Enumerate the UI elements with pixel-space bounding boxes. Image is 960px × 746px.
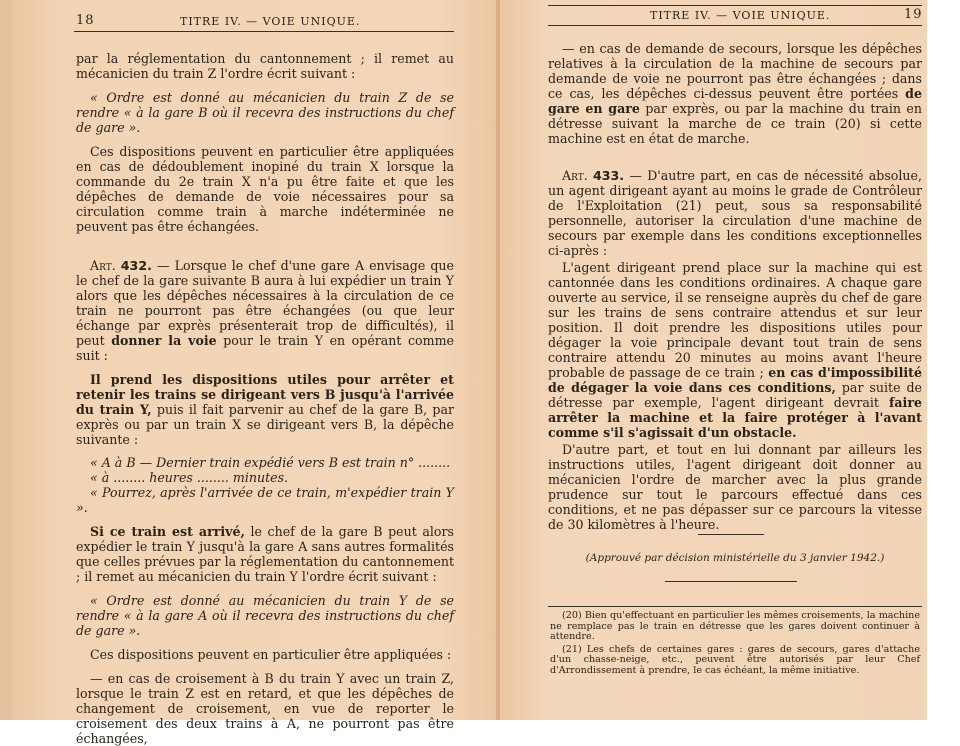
paragraph [548,260,922,440]
article-432 [76,258,454,363]
paragraph-text: par exprès, ou par la machine du train en détresse suivant la marche de ce train (20) si cette machine est en état de marche. [548,101,922,146]
left-page-body [76,51,454,746]
paragraph: par la réglementation du cantonnement ; il remet au mécanicien du train Z l'ordre écrit suivant : [76,51,454,81]
header-rule [74,31,454,32]
paragraph: Ces dispositions peuvent en particulier être appliquées : [90,647,452,662]
article-text: — Lorsque le chef d'une gare A envisage que le chef de la gare suivante B aura à lui expédier un train Y alors que les dépêches nécessaires à la circulation de ce train ne pourront pas être échangées (ou que leur échange par exprès présenterait trop de difficultés), il peut [76,258,454,348]
paragraph [76,524,454,584]
emphasis-text: faire arrêter la machine et la faire protéger à l'avant comme s'il s'agissait d'un obstacle. [548,395,922,440]
paragraph-text: puis il fait parvenir au chef de la gare B, par exprès ou par un train X se dirigeant vers B, la dépêche suivante : [76,402,454,447]
right-page [500,0,927,720]
running-header: TITRE IV. — VOIE UNIQUE. [650,9,831,22]
paragraph-text: L'agent dirigeant prend place sur la machine qui est cantonnée dans les conditions ordinaires. A chaque gare ouverte au service, il se renseigne auprès du chef de gare sur les trains de sens contraire attendus et sur leur position. Il doit prendre les dispositions utiles pour dégager la voie principale devant tout train de sens contraire attendu 20 minutes au moins avant l'heure probable de passage de ce train ; [548,260,922,380]
order-quote: « Ordre est donné au mécanicien du train Z de se rendre « à la gare B où il recevra des instructions du chef de gare ». [76,90,454,135]
paragraph-text: — en cas de demande de secours, lorsque les dépêches relatives à la circulation de la machine de secours par demande de voie ne pourront pas être échangées ; dans ce cas, les dépêches ci-dessus peuvent être portées [548,41,922,101]
paragraph: Ces dispositions peuvent en particulier être appliquées en cas de dédoublement inopiné du train X lorsque la commande du 2e train X n'a pu être faite et que les dépêches de demande de voie nécessaires pour sa circulation comme train à marche indéterminée ne peuvent pas être échangées. [76,144,454,234]
paragraph: D'autre part, et tout en lui donnant par ailleurs les instructions utiles, l'agent dirigeant doit donner au mécanicien l'ordre de marcher avec la plus grande prudence sur tout le parcours effectué dans ces conditions, et ne pas dépasser sur ce parcours la vitesse de 30 kilomètres à l'heure. [548,442,922,532]
header-rule [548,25,922,26]
paragraph-text: le chef de la gare B peut alors expédier le train Y jusqu'à la gare A sans autres formalités que celles prévues par la réglementation du cantonnement ; il remet au mécanicien du train Y l'ordre écrit suivant : [76,524,454,584]
footnote-rule [548,606,922,607]
emphasis-text: Si ce train est arrivé, [90,524,245,539]
article-text: pour le train Y en opérant comme suit : [76,333,454,363]
header-rule [548,5,922,6]
emphasis-text: Il prend les dispositions utiles pour arrêter et retenir les trains se dirigeant vers B jusqu'à l'arrivée du train Y, [76,372,454,417]
article-433 [548,168,922,258]
footnote-20: (20) Bien qu'effectuant en particulier les mêmes croisements, la machine ne remplace pas le train en détresse que les gares doivent continuer à attendre. [550,610,920,642]
left-page [12,0,498,746]
article-label: Art. [562,168,588,183]
dispatch-line: « A à B — Dernier train expédié vers B est train n° ........ [90,455,451,470]
paragraph-text: par suite de détresse par exemple, l'agent dirigeant devrait [548,380,922,410]
article-number: 432. [120,258,152,273]
page-number: 18 [76,13,95,28]
emphasis-text: de gare en gare [548,86,922,116]
running-header: TITRE IV. — VOIE UNIQUE. [180,15,361,28]
article-emphasis: donner la voie [111,333,217,348]
approval-note: (Approuvé par décision ministérielle du 3 janvier 1942.) [585,552,885,564]
article-text: — D'autre part, en cas de nécessité absolue, un agent dirigeant ayant au moins le grade de Contrôleur de l'Exploitation (21) peut, sous sa responsabilité personnelle, autoriser la circulation d'une machine de secours par exemple dans les conditions exceptionnelles ci-après : [548,168,922,258]
paragraph [76,372,454,447]
footnote-21: (21) Les chefs de certaines gares : gares de secours, gares d'attache d'un chasse-neige, etc., peuvent être autorisés par leur Chef d'Arrondissement à prendre, le cas échéant, la même initiative. [550,643,920,676]
dispatch-line: « à ........ heures ........ minutes. [90,470,289,485]
page-number: 19 [904,7,923,22]
right-page-body [548,41,922,532]
article-label: Art. [90,258,116,273]
section-rule [698,534,764,535]
dispatch-line: « Pourrez, après l'arrivée de ce train, m'expédier train Y ». [76,485,454,515]
emphasis-text: en cas d'impossibilité de dégager la voie dans ces conditions, [548,365,922,395]
order-quote: « Ordre est donné au mécanicien du train Y de se rendre « à la gare A où il recevra des instructions du chef de gare ». [76,593,454,638]
section-rule [665,581,797,582]
paragraph [548,41,922,146]
article-number: 433. [593,168,625,183]
paragraph: — en cas de croisement à B du train Y avec un train Z, lorsque le train Z est en retard, et que les dépêches de changement de croisement, en vue de reporter le croisement des deux trains à A, ne pourront pas être échangées, [76,671,454,746]
footnotes [550,611,920,676]
